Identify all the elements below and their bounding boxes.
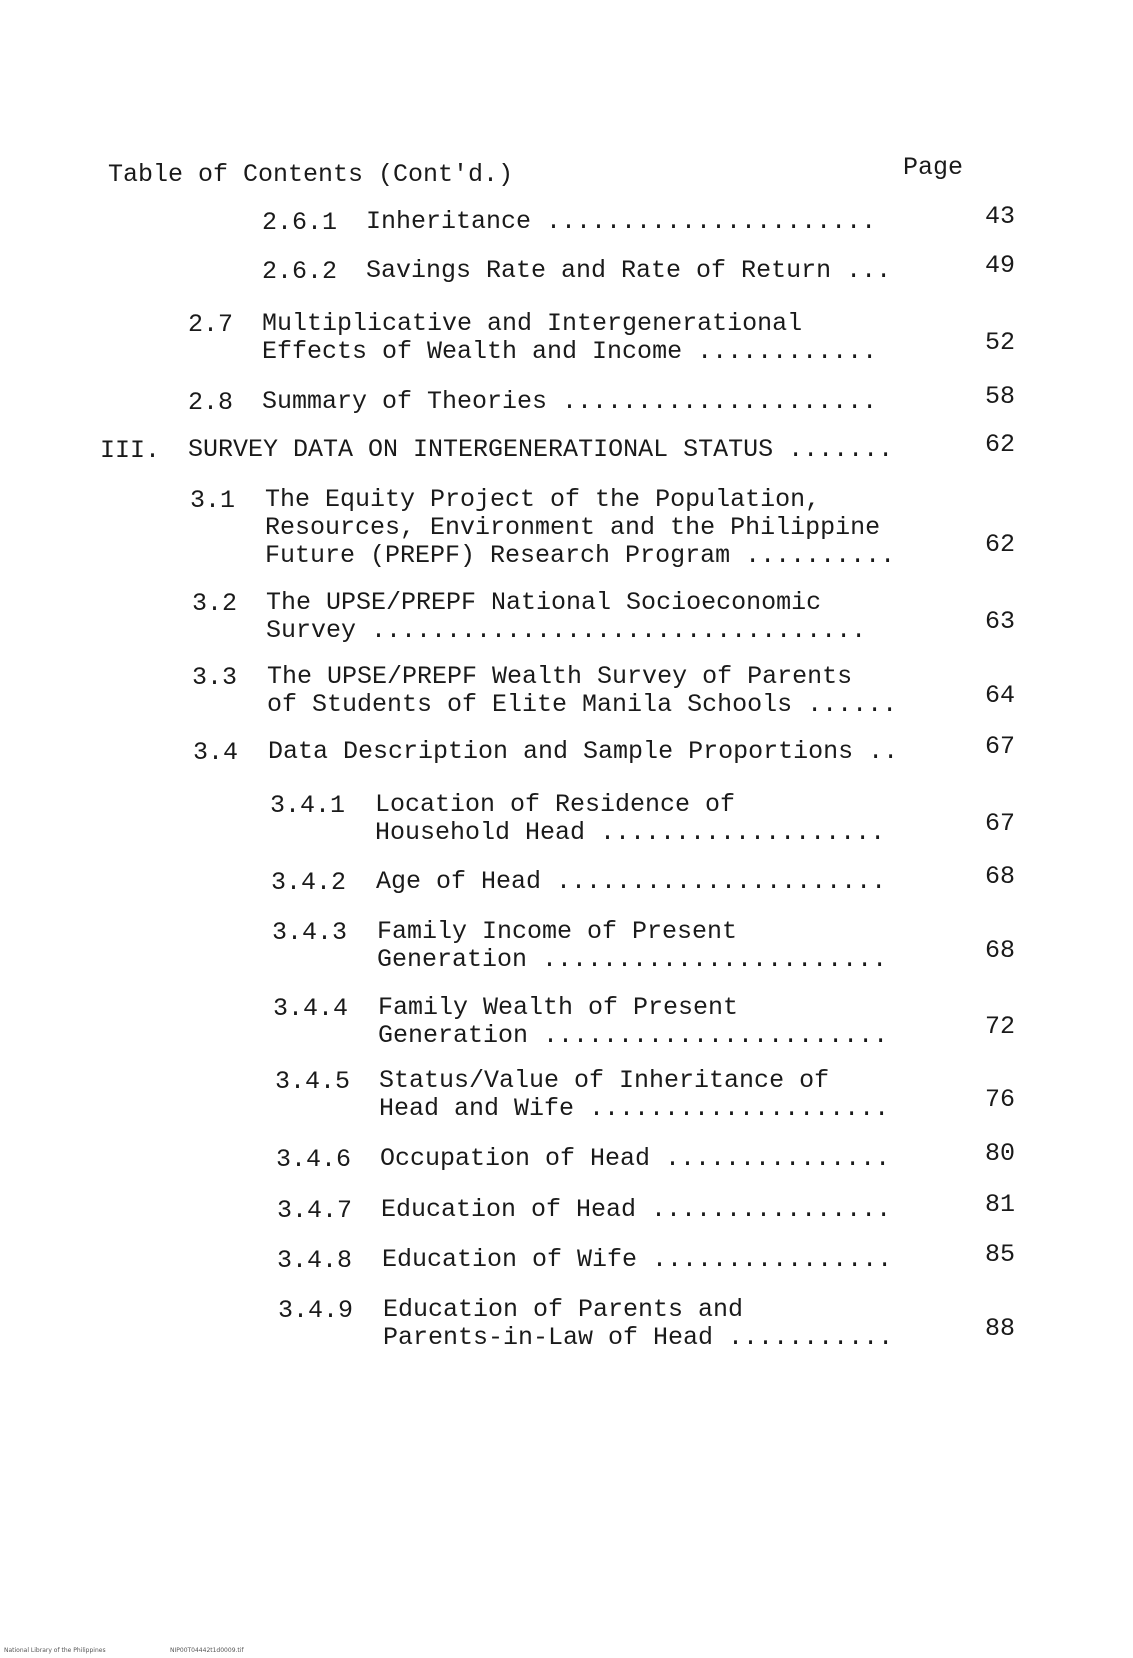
toc-entry-line: Education of Head ................ [381,1195,892,1224]
toc-entry-number: 3.2 [192,589,238,618]
toc-entry-number: 2.6.2 [262,257,338,286]
toc-entry-line: Head and Wife .................... [379,1094,890,1123]
toc-entry-page: 76 [984,1085,1015,1114]
toc-entry-title [377,918,887,974]
toc-entry-line: Summary of Theories ..................... [262,387,878,416]
toc-entry-number: 2.6.1 [262,208,338,237]
toc-entry-line: Effects of Wealth and Income ............ [262,337,878,366]
toc-entry-line: Status/Value of Inheritance of [379,1066,830,1095]
toc-entry-title [262,310,877,366]
toc-entry-line: Location of Residence of [375,790,736,819]
toc-entry-line: Future (PREPF) Research Program .......... [265,541,896,570]
toc-entry [0,485,1133,570]
toc-entry-title [378,994,888,1050]
toc-entry [0,589,1133,649]
toc-entry-number: 3.4.1 [270,791,346,820]
toc-entry-line: SURVEY DATA ON INTERGENERATIONAL STATUS ....... [188,435,894,464]
toc-entry-page: 72 [984,1012,1015,1041]
toc-entry-title [383,1296,893,1352]
toc-entry-line: of Students of Elite Manila Schools ...... [267,690,898,719]
toc-entry-title [376,868,886,896]
toc-entry-page: 62 [984,530,1015,559]
toc-entry [0,251,1133,317]
toc-entry-line: Inheritance ...................... [366,207,877,236]
toc-entry-line: Family Income of Present [377,917,738,946]
toc-entry-line: Education of Parents and [383,1295,744,1324]
toc-entry-line: The UPSE/PREPF Wealth Survey of Parents [267,662,853,691]
toc-entry-page: 64 [984,681,1015,710]
toc-entry-line: The Equity Project of the Population, [265,485,821,514]
toc-entry-number: 3.4.3 [272,918,348,947]
toc-entry [0,1296,1133,1356]
toc-entry-number: 3.4.4 [273,994,349,1023]
toc-entry-title [262,388,877,416]
footer-library: National Library of the Philippines [4,1647,106,1654]
toc-entry-title [267,663,897,719]
toc-entry-number: III. [100,436,161,465]
toc-entry-number: 2.8 [188,388,234,417]
toc-entry-page: 52 [984,328,1015,357]
toc-title: Table of Contents (Cont'd.) [108,160,514,189]
toc-entry-page: 43 [984,202,1015,231]
footer-file: NIP00T04442t1d0009.tif [170,1647,244,1654]
toc-entry-line: Occupation of Head ............... [380,1144,891,1173]
toc-entry-title [375,791,885,847]
toc-entry-title [366,257,891,285]
toc-entry [0,918,1133,978]
toc-entry-page: 81 [984,1190,1015,1219]
toc-entry-line: Resources, Environment and the Philippine [265,513,881,542]
toc-entry-title [382,1246,892,1274]
toc-entry-number: 3.4 [193,738,239,767]
toc-entry-title [380,1145,890,1173]
page-column-label: Page [903,153,964,182]
toc-entry-number: 3.4.2 [271,868,347,897]
toc-entry-number: 2.7 [188,310,234,339]
toc-entry-page: 67 [984,809,1015,838]
toc-entry-number: 3.4.5 [275,1067,351,1096]
toc-entry-number: 3.4.8 [277,1246,353,1275]
toc-entry-line: Household Head ................... [375,818,886,847]
toc-entry-line: Data Description and Sample Proportions .. [268,737,899,766]
toc-entry-page: 68 [984,862,1015,891]
toc-entry-title [381,1196,891,1224]
toc-entry-page: 80 [984,1139,1015,1168]
toc-entry-page: 68 [984,936,1015,965]
toc-entry-number: 3.4.7 [277,1196,353,1225]
toc-entry-title [265,486,895,570]
toc-entry-number: 3.4.6 [276,1145,352,1174]
toc-entry-line: Survey ................................. [266,616,867,645]
toc-entry-page: 58 [984,382,1015,411]
toc-entry [0,791,1133,851]
toc-entry [0,310,1133,370]
toc-entry-title [266,589,866,645]
toc-entry-page: 85 [984,1240,1015,1269]
toc-entry-page: 63 [984,607,1015,636]
toc-entry-line: Parents-in-Law of Head ........... [383,1323,894,1352]
toc-entry [0,1067,1133,1127]
toc-entry-title [366,208,876,236]
toc-entry-line: Generation ....................... [377,945,888,974]
toc-entry-number: 3.3 [192,663,238,692]
toc-entry [0,732,1133,798]
toc-entry-title [268,738,898,766]
toc-entry [0,663,1133,723]
toc-entry-page: 62 [984,430,1015,459]
toc-entry-line: The UPSE/PREPF National Socioeconomic [266,588,822,617]
toc-entry-line: Generation ....................... [378,1021,889,1050]
toc-entry-number: 3.4.9 [278,1296,354,1325]
toc-entry-title [188,436,893,464]
toc-entry-page: 67 [984,732,1015,761]
toc-entry-line: Age of Head ...................... [376,867,887,896]
toc-entry-line: Education of Wife ................ [382,1245,893,1274]
toc-entry-page: 49 [984,251,1015,280]
toc-entry-number: 3.1 [190,486,236,515]
toc-entry [0,994,1133,1054]
toc-entry-line: Family Wealth of Present [378,993,739,1022]
toc-entry-title [379,1067,889,1123]
toc-entry-page: 88 [984,1314,1015,1343]
toc-entry-line: Savings Rate and Rate of Return ... [366,256,892,285]
toc-entry-line: Multiplicative and Intergenerational [262,309,803,338]
